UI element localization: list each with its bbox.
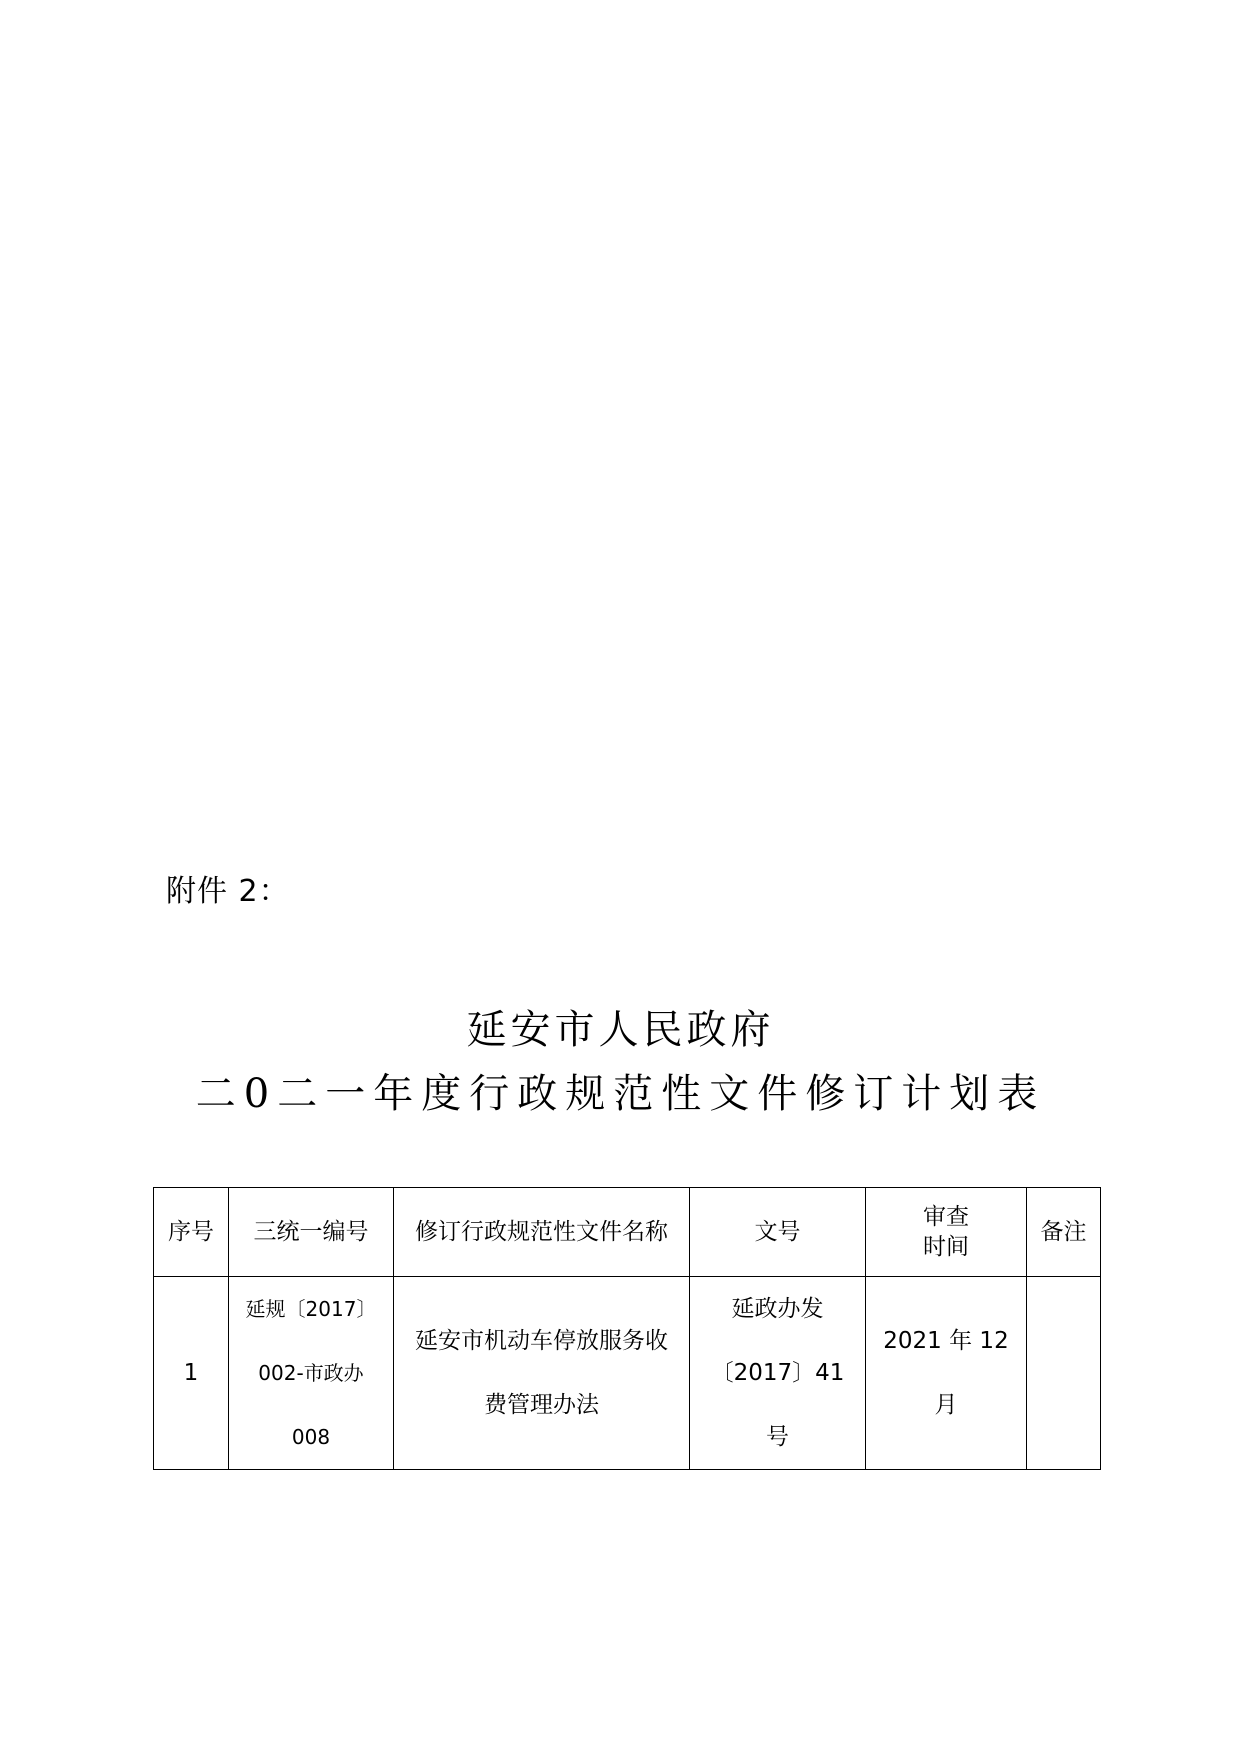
attachment-label: 附件 2：	[166, 874, 290, 909]
cell-remarks	[1027, 1277, 1101, 1470]
header-doc-number: 文号	[690, 1188, 866, 1277]
cell-doc-name	[394, 1277, 690, 1470]
cell-unified-code-line1: 延规〔2017〕	[245, 1297, 377, 1321]
cell-unified-code-line3: 008	[291, 1425, 331, 1449]
cell-review-time-line1: 2021 年 12	[883, 1328, 1009, 1354]
document-title-issuer: 延安市人民政府	[466, 1007, 775, 1053]
document-title-main: 二0二一年度行政规范性文件修订计划表	[195, 1071, 1046, 1117]
cell-doc-number-line2: 〔2017〕41	[710, 1360, 845, 1386]
header-unified-code: 三统一编号	[229, 1188, 394, 1277]
header-remarks: 备注	[1027, 1188, 1101, 1277]
cell-doc-number-line1: 延政办发	[731, 1296, 824, 1322]
table-header-row	[154, 1188, 1101, 1277]
table-row	[154, 1277, 1101, 1470]
header-doc-name: 修订行政规范性文件名称	[394, 1188, 690, 1277]
cell-unified-code	[229, 1277, 394, 1470]
revision-plan-table	[153, 1187, 1101, 1470]
cell-doc-number-line3: 号	[766, 1424, 789, 1450]
cell-doc-number	[690, 1277, 866, 1470]
cell-unified-code-line2: 002-市政办	[258, 1361, 364, 1385]
cell-review-time	[866, 1277, 1027, 1470]
header-review-time	[866, 1188, 1027, 1277]
cell-seq: 1	[154, 1277, 229, 1470]
header-review-time-line1: 审查	[923, 1204, 969, 1230]
cell-review-time-line2: 月	[934, 1392, 958, 1418]
cell-doc-name-line1: 延安市机动车停放服务收	[415, 1328, 668, 1354]
cell-doc-name-line2: 费管理办法	[484, 1392, 599, 1418]
header-seq: 序号	[154, 1188, 229, 1277]
header-review-time-line2: 时间	[923, 1234, 969, 1260]
